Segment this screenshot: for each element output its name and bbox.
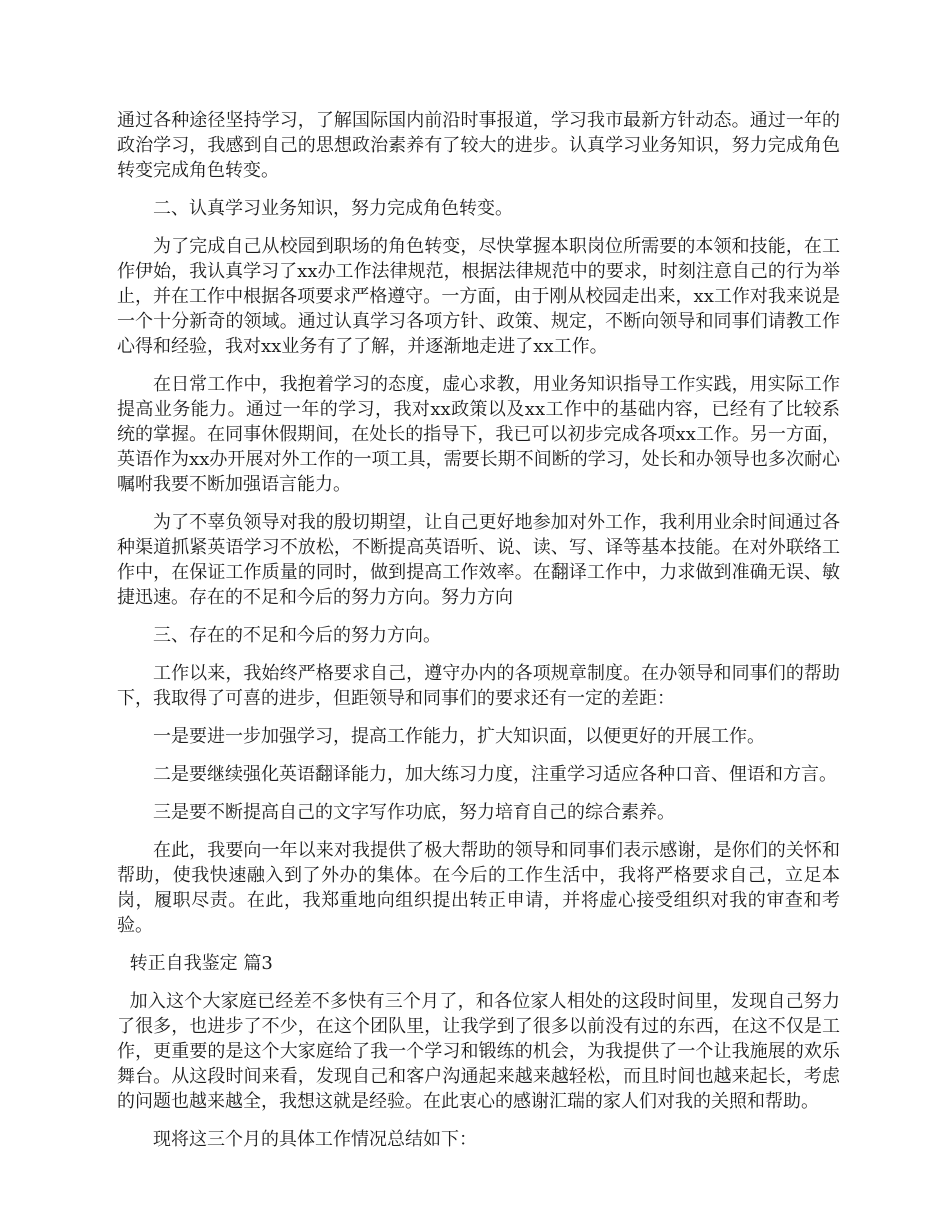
paragraph-three-months: 加入这个大家庭已经差不多快有三个月了，和各位家人相处的这段时间里，发现自己努力了很多，也进步了不少，在这个团队里，让我学到了很多以前没有过的东西，在这不仅是工作，更重要的是这个大家庭给了我一个学习和锻练的机会，为我提供了一个让我施展的欢乐舞台。从这段时间来看，发现自己和客户沟通起来越来越轻松，而且时间也越来起长，考虑的问题也越来越全，我想这就是经验。在此衷心的感谢汇瑞的家人们对我的关照和帮助。 [117,991,840,1112]
paragraph-summary-intro: 现将这三个月的具体工作情况总结如下： [153,1129,477,1150]
list-item-one: 一是要进一步加强学习，提高工作能力，扩大知识面，以便更好的开展工作。 [153,726,765,747]
section-heading-three: 三、存在的不足和今后的努力方向。 [153,625,441,646]
paragraph-daily-work: 在日常工作中，我抱着学习的态度，虚心求教，用业务知识指导工作实践，用实际工作提高业务能力。通过一年的学习，我对xx政策以及xx工作中的基础内容，已经有了比较系统的掌握。在同事休假期间，在处长的指导下，我已可以初步完成各项xx工作。另一方面，英语作为xx办开展对外工作的一项工具，需要长期不间断的学习，处长和办领导也多次耐心嘱咐我要不断加强语言能力。 [117,374,840,495]
section-heading-two: 二、认真学习业务知识，努力完成角色转变。 [153,198,513,219]
paragraph-shortcomings: 工作以来，我始终严格要求自己，遵守办内的各项规章制度。在办领导和同事们的帮助下，我取得了可喜的进步，但距领导和同事们的要求还有一定的差距： [117,663,840,709]
list-item-three: 三是要不断提高自己的文字写作功底，努力培育自己的综合素养。 [153,802,675,823]
paragraph-thanks: 在此，我要向一年以来对我提供了极大帮助的领导和同事们表示感谢，是你们的关怀和帮助，使我快速融入到了外办的集体。在今后的工作生活中，我将严格要求自己，立足本岗，履职尽责。在此，我郑重地向组织提出转正申请，并将虚心接受组织对我的审查和考验。 [117,840,840,936]
paragraph-role-transition: 为了完成自己从校园到职场的角色转变，尽快掌握本职岗位所需要的本领和技能，在工作伊始，我认真学习了xx办工作法律规范，根据法律规范中的要求，时刻注意自己的行为举止，并在工作中根据各项要求严格遵守。一方面，由于刚从校园走出来，xx工作对我来说是一个十分新奇的领域。通过认真学习各项方针、政策、规定，不断向领导和同事们请教工作心得和经验，我对xx业务有了了解，并逐渐地走进了xx工作。 [117,236,840,357]
list-item-two: 二是要继续强化英语翻译能力，加大练习力度，注重学习适应各种口音、俚语和方言。 [153,764,837,785]
article-title: 转正自我鉴定 篇3 [129,953,273,974]
document-body [117,108,840,1165]
paragraph-political-study: 通过各种途径坚持学习，了解国际国内前沿时事报道，学习我市最新方针动态。通过一年的政治学习，我感到自己的思想政治素养有了较大的进步。认真学习业务知识，努力完成角色转变完成角色转变。 [117,110,840,181]
paragraph-english-study: 为了不辜负领导对我的殷切期望，让自己更好地参加对外工作，我利用业余时间通过各种渠道抓紧英语学习不放松，不断提高英语听、说、读、写、译等基本技能。在对外联络工作中，在保证工作质量的同时，做到提高工作效率。在翻译工作中，力求做到准确无误、敏捷迅速。存在的不足和今后的努力方向。努力方向 [117,512,840,608]
